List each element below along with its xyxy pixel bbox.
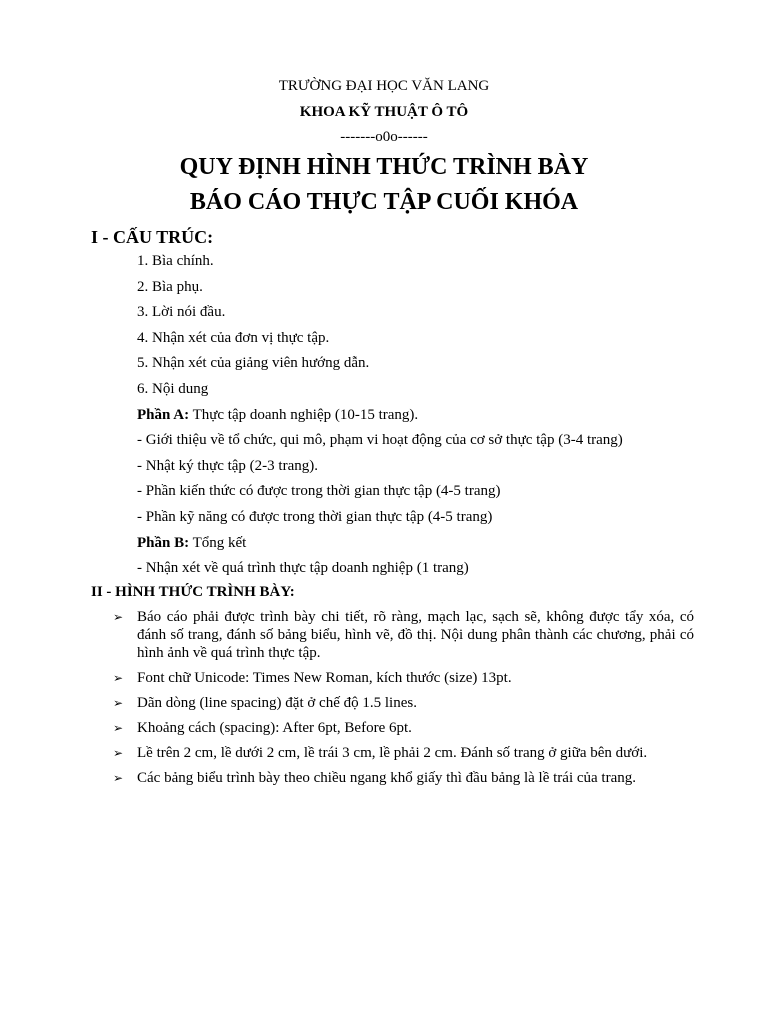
structure-list xyxy=(137,252,623,585)
document-title-line-1: QUY ĐỊNH HÌNH THỨC TRÌNH BÀY xyxy=(179,154,589,180)
part-b-line xyxy=(137,534,623,560)
part-a-item: - Phần kỹ năng có được trong thời gian thực tập (4-5 trang) xyxy=(137,508,493,525)
format-rule-item xyxy=(113,608,694,662)
part-a-item: - Nhật ký thực tập (2-3 trang). xyxy=(137,457,318,474)
format-rule-item xyxy=(113,769,694,787)
arrow-bullet-icon: ➢ xyxy=(113,721,124,735)
document-title-line-2: BÁO CÁO THỰC TẬP CUỐI KHÓA xyxy=(189,189,579,215)
format-rule-text: Khoảng cách (spacing): After 6pt, Before 6pt. xyxy=(137,720,412,736)
arrow-bullet-icon: ➢ xyxy=(113,771,124,785)
part-a-line xyxy=(137,406,623,432)
format-rule-item xyxy=(113,744,694,762)
structure-item: 5. Nhận xét của giảng viên hướng dẫn. xyxy=(137,355,370,372)
part-b-label: Phần B: xyxy=(137,534,190,551)
section-format-heading: II - HÌNH THỨC TRÌNH BÀY: xyxy=(91,584,295,600)
faculty-name: KHOA KỸ THUẬT Ô TÔ xyxy=(299,104,469,120)
format-rule-text: Các bảng biểu trình bày theo chiều ngang khổ giấy thì đầu bảng là lề trái của trang. xyxy=(137,770,637,786)
school-name: TRƯỜNG ĐẠI HỌC VĂN LANG xyxy=(278,78,490,94)
format-rule-item xyxy=(113,669,694,687)
structure-item: 3. Lời nói đầu. xyxy=(137,304,226,321)
format-rule-text: Dãn dòng (line spacing) đặt ở chế độ 1.5 lines. xyxy=(137,695,417,711)
structure-item: 6. Nội dung xyxy=(137,380,209,397)
part-b-item: - Nhận xét về quá trình thực tập doanh nghiệp (1 trang) xyxy=(137,560,469,577)
arrow-bullet-icon: ➢ xyxy=(113,746,124,760)
part-b-text: Tổng kết xyxy=(189,534,247,551)
structure-item: 2. Bìa phụ. xyxy=(137,278,203,295)
arrow-bullet-icon: ➢ xyxy=(113,610,124,624)
format-rule-item xyxy=(113,694,694,712)
format-rule-text: Lề trên 2 cm, lề dưới 2 cm, lề trái 3 cm, lề phải 2 cm. Đánh số trang ở giữa bên dưới. xyxy=(137,745,648,761)
header-separator: -------o0o------ xyxy=(340,129,428,145)
section-structure-heading: I - CẤU TRÚC: xyxy=(91,227,214,247)
structure-item: 1. Bìa chính. xyxy=(137,253,214,269)
part-a-item: - Phần kiến thức có được trong thời gian thực tập (4-5 trang) xyxy=(137,483,501,500)
part-a-label: Phần A: xyxy=(137,406,190,423)
format-rules-list xyxy=(113,608,694,794)
part-a-text: Thực tập doanh nghiệp (10-15 trang). xyxy=(189,406,419,423)
format-rule-item xyxy=(113,719,694,737)
arrow-bullet-icon: ➢ xyxy=(113,696,124,710)
part-a-item: - Giới thiệu về tổ chức, qui mô, phạm vi hoạt động của cơ sở thực tập (3-4 trang) xyxy=(137,432,623,449)
structure-item: 4. Nhận xét của đơn vị thực tập. xyxy=(137,329,330,346)
arrow-bullet-icon: ➢ xyxy=(113,671,124,685)
format-rule-text: Font chữ Unicode: Times New Roman, kích thước (size) 13pt. xyxy=(137,670,512,686)
format-rule-text: Báo cáo phải được trình bày chi tiết, rõ ràng, mạch lạc, sạch sẽ, không được tẩy xóa, có đánh số trang, đánh số bảng biểu, hình vẽ, đồ thị. Nội dung phân thành các chương, phải có hình ảnh về quá trình thực tập. xyxy=(137,609,694,661)
